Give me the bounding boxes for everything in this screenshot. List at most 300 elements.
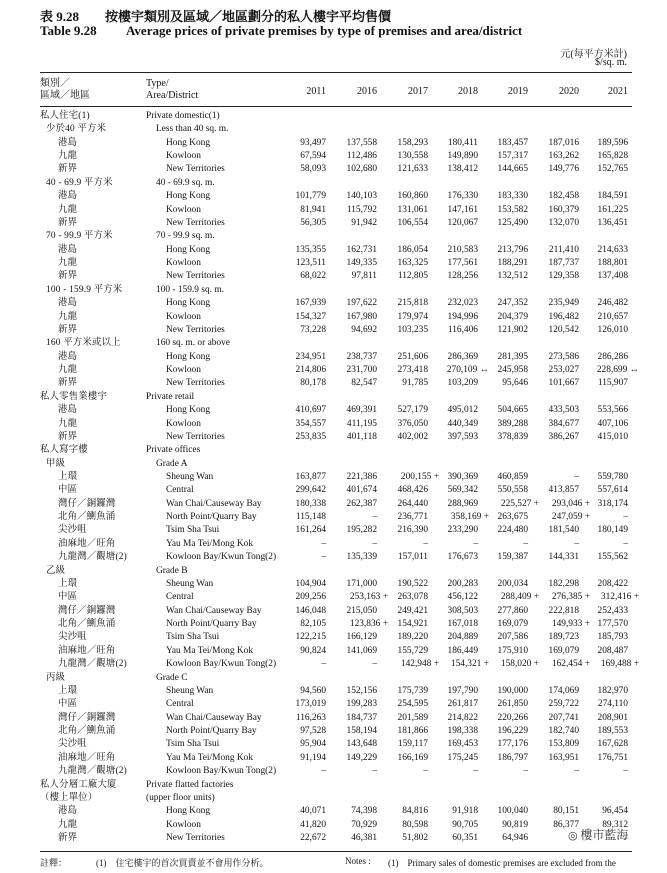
cell-value: 101,667	[548, 378, 579, 389]
cell-value: 184,737	[346, 712, 377, 723]
row-label-zh: 甲級	[46, 458, 66, 469]
cell-value: 183,330	[497, 191, 528, 202]
table-row	[0, 511, 667, 524]
row-label-zh: 九龍	[58, 418, 78, 429]
cell-value: 149,229	[346, 752, 377, 763]
cell-value: 220,266	[497, 712, 528, 723]
cell-value: 196,482	[548, 311, 579, 322]
cell-value: 189,723	[548, 632, 579, 643]
row-label-zh: 40 - 69.9 平方米	[46, 177, 113, 188]
header-top-rule	[40, 72, 632, 73]
cell-value: 273,586	[548, 351, 579, 362]
cell-value: 136,451	[597, 217, 628, 228]
row-label-zh: 160 平方米或以上	[46, 338, 121, 349]
row-label-zh: 九龍	[58, 819, 78, 830]
cell-value: 274,110	[597, 699, 628, 710]
row-label-zh: 新界	[58, 378, 78, 389]
cell-value: 397,593	[447, 431, 478, 442]
table-row	[0, 404, 667, 417]
cell-value: 171,000	[346, 578, 377, 589]
cell-value: 163,325	[397, 258, 428, 269]
table-row	[0, 471, 667, 484]
cell-value: 180,411	[447, 137, 478, 148]
cell-value: 140,103	[346, 191, 377, 202]
cell-value: 186,449	[447, 645, 478, 656]
cell-value: 115,148	[295, 512, 326, 523]
table-bottom-rule	[40, 851, 632, 852]
cell-value: 159,387	[497, 552, 528, 563]
row-label-en: Yau Ma Tei/Mong Kok	[166, 752, 254, 763]
cell-value: 221,386	[346, 471, 377, 482]
row-label-zh: 九龍	[58, 258, 78, 269]
cell-value: 147,161	[447, 204, 478, 215]
row-label-en: Private domestic(1)	[146, 111, 220, 121]
row-label-en: Grade C	[156, 672, 188, 683]
cell-value: –	[574, 471, 579, 482]
cell-value: 550,558	[497, 485, 528, 496]
row-label-en: Yau Ma Tei/Mong Kok	[166, 645, 254, 656]
cell-value: 129,358	[548, 271, 579, 282]
row-label-zh: 私人寫字樓	[40, 445, 88, 456]
row-label-en: Hong Kong	[166, 298, 211, 309]
row-label-zh: 新界	[58, 271, 78, 282]
cell-value: 207,741	[548, 712, 579, 723]
table-row	[0, 605, 667, 618]
cell-value: 161,264	[295, 525, 326, 536]
table-row	[0, 377, 667, 390]
row-label-zh: 新界	[58, 217, 78, 228]
table-row	[0, 257, 667, 270]
row-label-zh: 九龍	[58, 204, 78, 215]
cell-value: 176,673	[447, 552, 478, 563]
cell-value: 213,796	[497, 244, 528, 255]
unit-en: $/sq. m.	[595, 57, 627, 68]
row-label-en: Sheung Wan	[166, 578, 214, 589]
cell-value: 281,395	[497, 351, 528, 362]
cell-value: 187,016	[548, 137, 579, 148]
cell-value: 354,557	[295, 418, 326, 429]
cell-value: 101,779	[295, 191, 326, 202]
row-label-zh: 九龍灣／觀塘(2)	[58, 659, 127, 670]
cell-value: 112,486	[346, 151, 377, 162]
row-label-zh: 油麻地／旺角	[58, 645, 116, 656]
cell-value: 460,859	[497, 471, 528, 482]
row-label-en: Private flatted factories	[146, 779, 234, 790]
cell-value: 179,974	[397, 311, 428, 322]
cell-value: 401,118	[346, 431, 377, 442]
cell-value: 182,458	[548, 191, 579, 202]
row-label-zh: 私人零售業樓宇	[40, 391, 108, 402]
table-row	[0, 551, 667, 564]
cell-value: 116,263	[295, 712, 326, 723]
cell-value: 169,488 +	[600, 659, 639, 670]
cell-value: 288,409 +	[500, 592, 539, 603]
cell-value: 132,512	[497, 271, 528, 282]
cell-value: 173,019	[295, 699, 326, 710]
cell-value: 246,482	[597, 298, 628, 309]
table-row	[0, 284, 667, 297]
row-label-en: Kowloon	[166, 365, 201, 376]
cell-value: 254,595	[397, 699, 428, 710]
table-row	[0, 204, 667, 217]
cell-value: 70,929	[351, 819, 377, 830]
cell-value: –	[574, 538, 579, 549]
table-row	[0, 311, 667, 324]
cell-value: 216,390	[397, 525, 428, 536]
row-label-zh: 私人住宅(1)	[40, 111, 90, 121]
table-row	[0, 805, 667, 818]
cell-value: 166,129	[346, 632, 377, 643]
cell-value: –	[473, 538, 478, 549]
row-label-en: New Territories	[166, 271, 225, 282]
cell-value: 22,672	[300, 832, 326, 843]
cell-value: 415,010	[597, 431, 628, 442]
row-label-en: Tsim Sha Tsui	[166, 525, 220, 536]
cell-value: 469,391	[346, 405, 377, 416]
cell-value: 144,331	[548, 552, 579, 563]
cell-value: 433,503	[548, 405, 579, 416]
cell-value: 123,836 +	[349, 619, 388, 630]
cell-value: 196,229	[497, 726, 528, 737]
cell-value: 90,824	[300, 645, 326, 656]
table-row	[0, 792, 667, 805]
cell-value: 160,379	[548, 204, 579, 215]
cell-value: 189,553	[597, 726, 628, 737]
cell-value: 115,792	[346, 204, 377, 215]
cell-value: 126,010	[597, 324, 628, 335]
cell-value: 253,835	[295, 431, 326, 442]
table-row	[0, 418, 667, 431]
cell-value: –	[321, 659, 326, 670]
cell-value: 253,163 +	[349, 592, 388, 603]
cell-value: –	[321, 538, 326, 549]
table-row	[0, 364, 667, 377]
cell-value: –	[372, 538, 377, 549]
cell-value: 286,286	[597, 351, 628, 362]
cell-value: 214,806	[295, 365, 326, 376]
cell-value: 112,805	[397, 271, 428, 282]
cell-value: 91,918	[452, 806, 478, 817]
table-row	[0, 123, 667, 136]
table-row	[0, 752, 667, 765]
table-row	[0, 658, 667, 671]
cell-value: 210,657	[597, 311, 628, 322]
cell-value: 198,338	[447, 726, 478, 737]
cell-value: 553,566	[597, 405, 628, 416]
cell-value: 149,776	[548, 164, 579, 175]
row-label-zh: 尖沙咀	[58, 632, 87, 643]
table-row	[0, 150, 667, 163]
cell-value: 222,818	[548, 605, 579, 616]
cell-value: 40,071	[300, 806, 326, 817]
row-label-en: Kowloon	[166, 258, 201, 269]
cell-value: 121,902	[497, 324, 528, 335]
cell-value: –	[423, 538, 428, 549]
row-label-en: Kowloon	[166, 151, 201, 162]
cell-value: 249,421	[397, 605, 428, 616]
cell-value: 215,050	[346, 605, 377, 616]
cell-value: 189,220	[397, 632, 428, 643]
cell-value: 93,497	[300, 137, 326, 148]
cell-value: 91,785	[402, 378, 428, 389]
cell-value: 184,591	[597, 191, 628, 202]
cell-value: 154,921	[397, 619, 428, 630]
cell-value: 208,422	[597, 578, 628, 589]
row-label-en: New Territories	[166, 378, 225, 389]
cell-value: 175,245	[447, 752, 478, 763]
header-col2-line2: Area/District	[146, 90, 199, 101]
table-row	[0, 391, 667, 404]
cell-value: 82,547	[351, 378, 377, 389]
row-label-zh: 上環	[58, 578, 78, 589]
cell-value: 60,351	[452, 832, 478, 843]
row-label-zh: 港島	[58, 351, 78, 362]
table-row	[0, 698, 667, 711]
cell-value: 152,156	[346, 685, 377, 696]
cell-value: 86,377	[553, 819, 579, 830]
cell-value: 169,079	[497, 619, 528, 630]
table-row	[0, 779, 667, 792]
table-row	[0, 337, 667, 350]
cell-value: –	[372, 512, 377, 523]
cell-value: 276,385 +	[551, 592, 590, 603]
cell-value: 225,527 +	[500, 498, 539, 509]
cell-value: 80,178	[300, 378, 326, 389]
cell-value: 144,665	[497, 164, 528, 175]
row-label-en: Wan Chai/Causeway Bay	[166, 712, 262, 723]
row-label-en: 100 - 159.9 sq. m.	[156, 284, 224, 295]
table-row	[0, 324, 667, 337]
cell-value: 194,996	[447, 311, 478, 322]
row-label-zh: 上環	[58, 685, 78, 696]
row-label-en: 160 sq. m. or above	[156, 338, 230, 349]
cell-value: 261,850	[497, 699, 528, 710]
row-label-en: Kowloon Bay/Kwun Tong(2)	[166, 659, 277, 670]
cell-value: 527,179	[397, 405, 428, 416]
cell-value: 58,093	[300, 164, 326, 175]
cell-value: 146,048	[295, 605, 326, 616]
cell-value: –	[321, 766, 326, 777]
row-label-zh: 灣仔／銅鑼灣	[58, 605, 116, 616]
row-label-zh: 港島	[58, 405, 78, 416]
watermark-logo	[568, 826, 628, 843]
row-label-zh: 港島	[58, 137, 78, 148]
cell-value: 143,648	[346, 739, 377, 750]
cell-value: 215,818	[397, 298, 428, 309]
table-row	[0, 244, 667, 257]
cell-value: 224,480	[497, 525, 528, 536]
header-col2-line1: Type/	[146, 78, 169, 89]
row-label-zh: 新界	[58, 164, 78, 175]
cell-value: 182,970	[597, 685, 628, 696]
cell-value: 166,169	[397, 752, 428, 763]
cell-value: 211,410	[548, 244, 579, 255]
cell-value: 286,369	[447, 351, 478, 362]
table-row	[0, 137, 667, 150]
row-label-en: Hong Kong	[166, 351, 211, 362]
cell-value: 456,122	[447, 592, 478, 603]
row-label-en: Hong Kong	[166, 191, 211, 202]
cell-value: 495,012	[447, 405, 478, 416]
header-col1-line2: 區域／地區	[40, 90, 90, 101]
row-label-en: New Territories	[166, 832, 225, 843]
cell-value: –	[623, 538, 628, 549]
row-label-en: Sheung Wan	[166, 471, 214, 482]
table-row	[0, 444, 667, 457]
cell-value: 141,069	[346, 645, 377, 656]
cell-value: 158,293	[397, 137, 428, 148]
cell-value: 204,379	[497, 311, 528, 322]
row-label-zh: 中區	[58, 699, 78, 710]
row-label-en: New Territories	[166, 164, 225, 175]
row-label-en: Kowloon	[166, 204, 201, 215]
cell-value: 200,155 +	[400, 471, 439, 482]
row-label-zh: 九龍灣／觀塘(2)	[58, 552, 127, 563]
row-label-en: Private offices	[146, 445, 201, 456]
cell-value: 236,771	[397, 512, 428, 523]
table-row	[0, 297, 667, 310]
row-label-en: North Point/Quarry Bay	[166, 512, 257, 523]
cell-value: 197,622	[346, 298, 377, 309]
row-label-zh: 油麻地／旺角	[58, 752, 116, 763]
cell-value: 188,801	[597, 258, 628, 269]
cell-value: 96,454	[602, 806, 628, 817]
row-label-en: Kowloon Bay/Kwun Tong(2)	[166, 552, 277, 563]
row-label-en: Central	[166, 592, 194, 603]
cell-value: 82,105	[300, 619, 326, 630]
cell-value: 121,633	[397, 164, 428, 175]
table-row	[0, 190, 667, 203]
row-label-zh: 丙級	[46, 672, 66, 683]
row-label-en: Yau Ma Tei/Mong Kok	[166, 538, 254, 549]
cell-value: 149,335	[346, 258, 377, 269]
row-label-en: Wan Chai/Causeway Bay	[166, 498, 262, 509]
cell-value: 67,594	[300, 151, 326, 162]
row-label-zh: 尖沙咀	[58, 739, 87, 750]
row-label-en: Tsim Sha Tsui	[166, 632, 220, 643]
row-label-en: Hong Kong	[166, 244, 211, 255]
cell-value: 149,933 +	[551, 619, 590, 630]
year-header: 2020	[559, 86, 579, 97]
table-row	[0, 578, 667, 591]
cell-value: –	[321, 552, 326, 563]
cell-value: 411,195	[346, 418, 377, 429]
table-row	[0, 685, 667, 698]
row-label-zh: 少於40 平方米	[46, 124, 107, 135]
cell-value: 81,941	[300, 204, 326, 215]
row-label-en: 40 - 69.9 sq. m.	[156, 177, 215, 188]
row-label-zh: 100 - 159.9 平方米	[46, 284, 123, 295]
cell-value: 135,355	[295, 244, 326, 255]
cell-value: 125,490	[497, 217, 528, 228]
table-row	[0, 819, 667, 832]
cell-value: 186,797	[497, 752, 528, 763]
cell-value: 155,562	[597, 552, 628, 563]
cell-value: 190,000	[497, 685, 528, 696]
cell-value: 569,342	[447, 485, 478, 496]
cell-value: –	[423, 766, 428, 777]
table-row	[0, 645, 667, 658]
row-label-en: New Territories	[166, 324, 225, 335]
cell-value: 235,949	[548, 298, 579, 309]
cell-value: 90,705	[452, 819, 478, 830]
cell-value: 175,910	[497, 645, 528, 656]
row-label-zh: 新界	[58, 832, 78, 843]
cell-value: 308,503	[447, 605, 478, 616]
cell-value: 378,839	[497, 431, 528, 442]
year-header: 2017	[408, 86, 428, 97]
cell-value: –	[623, 512, 628, 523]
year-header: 2011	[306, 86, 326, 97]
cell-value: 252,433	[597, 605, 628, 616]
cell-value: 208,487	[597, 645, 628, 656]
cell-value: 163,877	[295, 471, 326, 482]
row-label-en: Wan Chai/Causeway Bay	[166, 605, 262, 616]
cell-value: 233,290	[447, 525, 478, 536]
cell-value: 167,628	[597, 739, 628, 750]
cell-value: 153,582	[497, 204, 528, 215]
cell-value: 142,948 +	[400, 659, 439, 670]
row-label-zh: 北角／鰂魚涌	[58, 726, 116, 737]
cell-value: 262,387	[346, 498, 377, 509]
cell-value: 116,406	[447, 324, 478, 335]
row-label-zh: 中區	[58, 485, 78, 496]
cell-value: 263,675	[497, 512, 528, 523]
cell-value: 195,282	[346, 525, 377, 536]
cell-value: 389,288	[497, 418, 528, 429]
row-label-zh: 70 - 99.9 平方米	[46, 231, 113, 242]
watermark-text: 樓市藍海	[580, 828, 629, 842]
table-row	[0, 672, 667, 685]
row-label-en: New Territories	[166, 431, 225, 442]
unit-zh: 元(每平方米計)	[560, 49, 627, 60]
cell-value: 120,067	[447, 217, 478, 228]
cell-value: 559,780	[597, 471, 628, 482]
row-label-en: Central	[166, 699, 194, 710]
year-header: 2021	[608, 86, 628, 97]
cell-value: 158,020 +	[500, 659, 539, 670]
row-label-en: Sheung Wan	[166, 685, 214, 696]
row-label-en: Tsim Sha Tsui	[166, 739, 220, 750]
chat-bubble-icon: ◎	[568, 830, 581, 842]
table-row	[0, 177, 667, 190]
cell-value: 232,023	[447, 298, 478, 309]
cell-value: 73,228	[300, 324, 326, 335]
cell-value: 440,349	[447, 418, 478, 429]
table-row	[0, 270, 667, 283]
cell-value: 90,819	[502, 819, 528, 830]
cell-value: 167,939	[295, 298, 326, 309]
cell-value: 197,790	[447, 685, 478, 696]
cell-value: 157,011	[397, 552, 428, 563]
cell-value: 376,050	[397, 418, 428, 429]
cell-value: 177,561	[447, 258, 478, 269]
cell-value: 384,677	[548, 418, 579, 429]
cell-value: –	[523, 766, 528, 777]
row-label-zh: 中區	[58, 592, 78, 603]
cell-value: 468,426	[397, 485, 428, 496]
cell-value: 504,665	[497, 405, 528, 416]
cell-value: 410,697	[295, 405, 326, 416]
cell-value: 91,194	[300, 752, 326, 763]
row-label-en: Hong Kong	[166, 806, 211, 817]
table-title-en: Average prices of private premises by type of premises and area/district	[126, 23, 523, 38]
cell-value: 95,646	[502, 378, 528, 389]
cell-value: 163,951	[548, 752, 579, 763]
cell-value: 137,408	[597, 271, 628, 282]
cell-value: 115,907	[597, 378, 628, 389]
table-row	[0, 538, 667, 551]
